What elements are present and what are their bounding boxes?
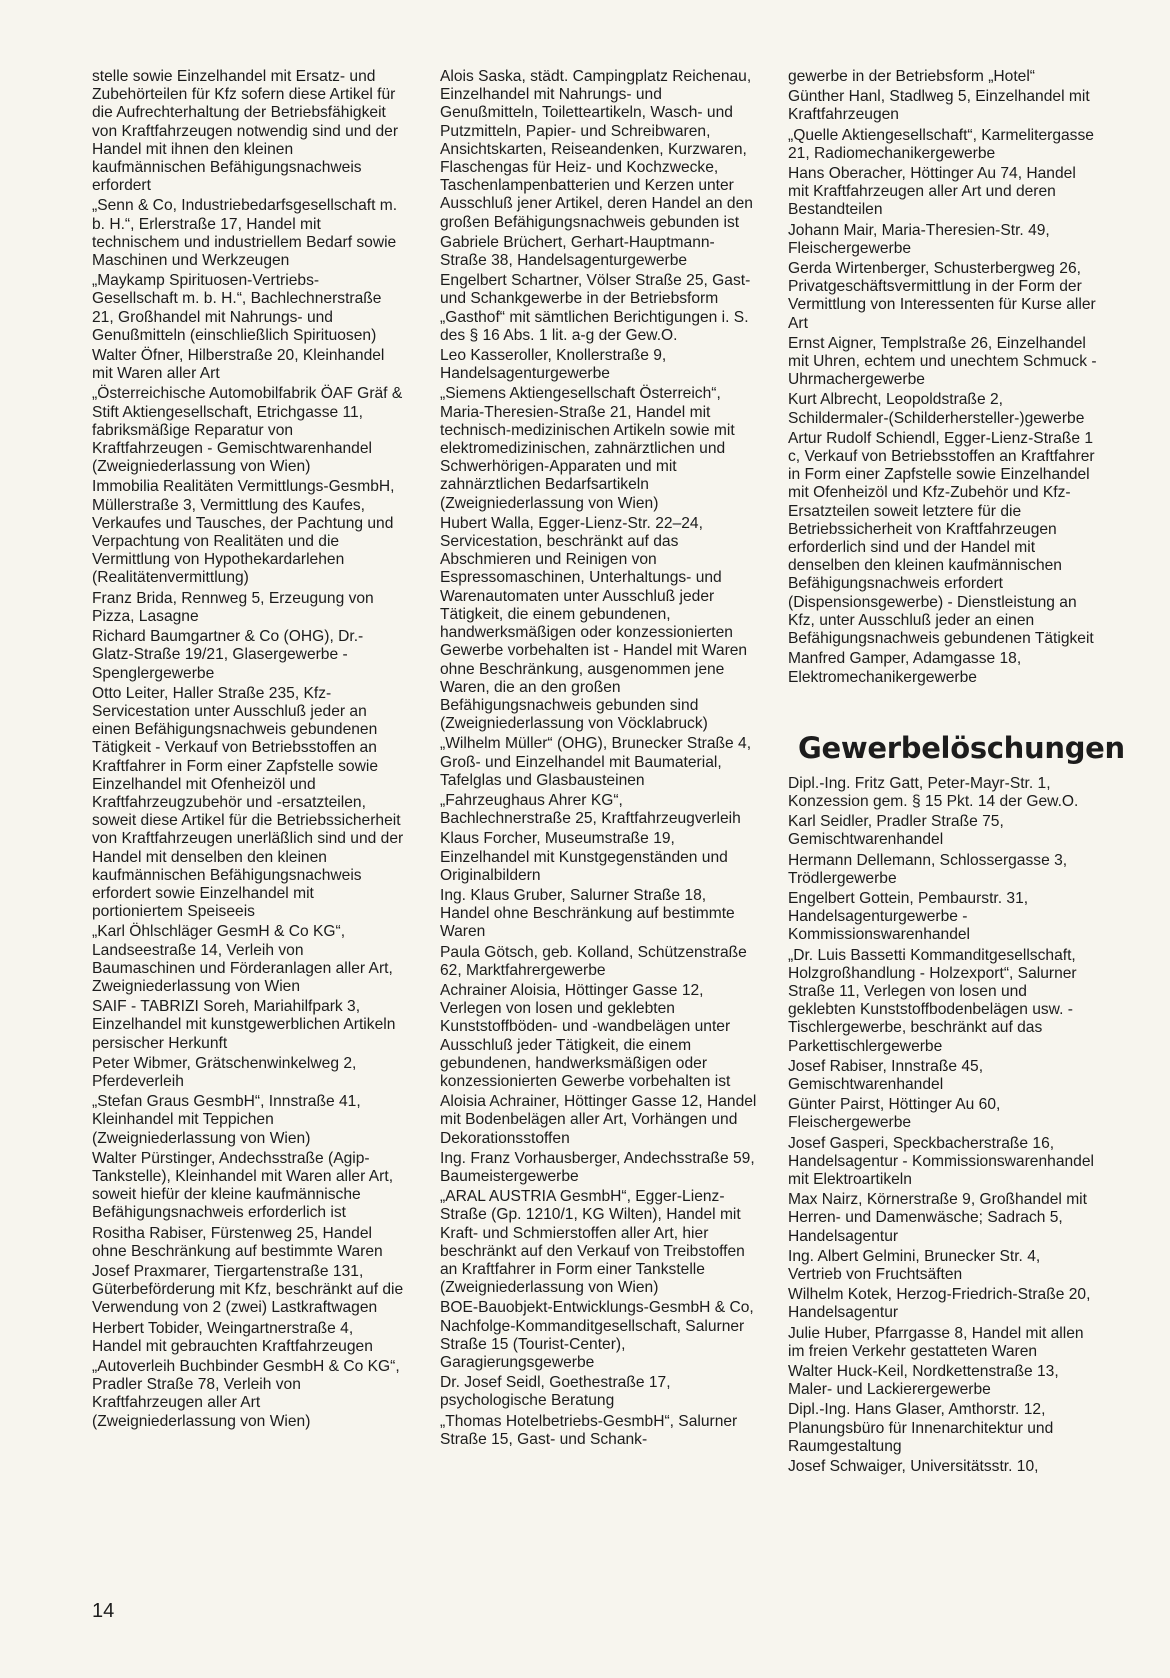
- register-entry: Julie Huber, Pfarrgasse 8, Handel mit allen im freien Verkehr gestatteten Waren: [788, 1324, 1084, 1360]
- register-entry: „Quelle Aktiengesellschaft“, Karmelitergasse 21, Radiomechanikergewerbe: [788, 126, 1094, 162]
- register-entry: Ernst Aigner, Templstraße 26, Einzelhandel mit Uhren, echtem und unechtem Schmuck - Uhrmachergewerbe: [788, 334, 1097, 389]
- register-entry: Gabriele Brüchert, Gerhart-Hauptmann-Straße 38, Handelsagenturgewerbe: [440, 233, 715, 270]
- register-entry: Dipl.-Ing. Hans Glaser, Amthorstr. 12, Planungsbüro für Innenarchitektur und Raumgestaltung: [788, 1401, 1054, 1455]
- column-3-top: [788, 68, 1098, 687]
- column-1: [92, 68, 404, 1433]
- register-entry: Richard Baumgartner & Co (OHG), Dr.-Glatz-Straße 19/21, Glasergewerbe - Spenglergewerbe: [92, 628, 364, 682]
- section-heading-gewerbeloeschungen: Gewerbelöschungen: [798, 730, 1125, 765]
- register-entry: BOE-Bauobjekt-Entwicklungs-GesmbH & Co, Nachfolge-Kommanditgesellschaft, Salurner Straße 15 (Tourist-Center), Garagierungsgewerbe: [440, 1299, 754, 1372]
- register-entry: „Dr. Luis Bassetti Kommanditgesellschaft, Holzgroßhandlung - Holzexport“, Salurner Straße 11, Verlegen von losen und geklebten Kunststoffbodenbelägen usw. - Tischlergewerbe, beschränkt auf das Parkettischlergewerbe: [788, 946, 1077, 1055]
- register-entry: Ing. Albert Gelmini, Brunecker Str. 4, Vertrieb von Fruchtsäften: [788, 1247, 1041, 1283]
- register-entry: Walter Huck-Keil, Nordkettenstraße 13, Maler- und Lackierergewerbe: [788, 1363, 1059, 1399]
- register-entry: Herbert Tobider, Weingartnerstraße 4, Handel mit gebrauchten Kraftfahrzeugen: [92, 1319, 373, 1355]
- register-entry: Walter Öfner, Hilberstraße 20, Kleinhandel mit Waren aller Art: [92, 347, 385, 383]
- register-entry: Aloisia Achrainer, Höttinger Gasse 12, Handel mit Bodenbelägen aller Art, Vorhängen und Dekorationsstoffen: [440, 1093, 757, 1147]
- register-entry: „Siemens Aktiengesellschaft Österreich“, Maria-Theresien-Straße 21, Handel mit technisch-medizinischen Artikeln sowie mit elektromedizinischen, zahnärztlichen und Schwerhörigen-Apparaten und mit zahnärztlichen Bedarfsartikeln (Zweigniederlassung von Wien): [440, 385, 735, 512]
- register-entry: gewerbe in der Betriebsform „Hotel“: [788, 68, 1036, 85]
- register-entry: Artur Rudolf Schiendl, Egger-Lienz-Straße 1 c, Verkauf von Betriebsstoffen an Kraftfahrer in Form einer Zapfstelle sowie Einzelhandel mit Ofenheizöl und Kfz-Zubehör und Kfz-Ersatzteilen soweit letztere für die Betriebssicherheit von Kraftfahrzeugen erforderlich sind und der Handel mit denselben den kleinen kaufmännischen Befähigungsnachweis erfordert (Dispensionsgewerbe) - Dienstleistung an Kfz, unter Ausschluß jeder an einen Befähigungsnachweis gebundenen Tätigkeit: [788, 429, 1095, 648]
- register-entry: „Stefan Graus GesmbH“, Innstraße 41, Kleinhandel mit Teppichen (Zweigniederlassung von Wien): [92, 1093, 361, 1147]
- register-entry: Hermann Dellemann, Schlossergasse 3, Trödlergewerbe: [788, 851, 1068, 887]
- register-entry: Max Nairz, Körnerstraße 9, Großhandel mit Herren- und Damenwäsche; Sadrach 5, Handelsagentur: [788, 1191, 1087, 1245]
- register-entry: „ARAL AUSTRIA GesmbH“, Egger-Lienz-Straße (Gp. 1210/1, KG Wilten), Handel mit Kraft- und Schmierstoffen aller Art, hier beschränkt auf den Verkauf von Treibstoffen an Kraftfahrer in Form einer Tankstelle (Zweigniederlassung von Wien): [440, 1188, 745, 1297]
- register-entry: Josef Praxmarer, Tiergartenstraße 131, Güterbeförderung mit Kfz, beschränkt auf die Verwendung von 2 (zwei) Lastkraftwagen: [92, 1263, 404, 1317]
- register-entry: „Maykamp Spirituosen-Vertriebs-Gesellschaft m. b. H.“, Bachlechnerstraße 21, Großhandel mit Nahrungs- und Genußmitteln (einschließlich Spirituosen): [92, 272, 382, 344]
- register-entry: Walter Pürstinger, Andechsstraße (Agip-Tankstelle), Kleinhandel mit Waren aller Art, soweit hiefür der kleine kaufmännische Befähigungsnachweis erforderlich ist: [92, 1149, 394, 1222]
- register-entry: Alois Saska, städt. Campingplatz Reichenau, Einzelhandel mit Nahrungs- und Genußmitteln, Toiletteartikeln, Wasch- und Putzmitteln, Papier- und Schreibwaren, Ansichtskarten, Reiseandenken, Kurzwaren, Flaschengas für Heiz- und Kochzwecke, Taschenlampenbatterien und Kerzen unter Ausschluß jener Artikel, deren Handel an den großen Befähigungsnachweis gebunden ist: [440, 68, 753, 231]
- register-entry: Paula Götsch, geb. Kolland, Schützenstraße 62, Marktfahrergewerbe: [440, 943, 747, 979]
- register-entry: Wilhelm Kotek, Herzog-Friedrich-Straße 20, Handelsagentur: [788, 1286, 1091, 1322]
- register-entry: Kurt Albrecht, Leopoldstraße 2, Schildermaler-(Schilderhersteller-)gewerbe: [788, 391, 1085, 427]
- register-entry: Franz Brida, Rennweg 5, Erzeugung von Pizza, Lasagne: [92, 589, 374, 625]
- register-entry: „Autoverleih Buchbinder GesmbH & Co KG“, Pradler Straße 78, Verleih von Kraftfahrzeugen aller Art (Zweigniederlassung von Wien): [92, 1358, 400, 1430]
- register-entry: Engelbert Schartner, Völser Straße 25, Gast- und Schankgewerbe in der Betriebsform „Gasthof“ mit sämtlichen Berichtigungen i. S. des § 16 Abs. 1 lit. a-g der Gew.O.: [440, 272, 751, 344]
- column-3: [788, 68, 1125, 1478]
- register-entry: Otto Leiter, Haller Straße 235, Kfz-Servicestation unter Ausschluß jeder an einen Befähigungsnachweis gebundenen Tätigkeit - Verkauf von Betriebsstoffen an Kraftfahrer in Form einer Zapfstelle sowie Einzelhandel mit Ofenheizöl und Kraftfahrzeugzubehör und -ersatzteilen, soweit diese Artikel für die Betriebssicherheit von Kraftfahrzeugen unerläßlich sind und der Handel mit denselben den kleinen kaufmännischen Befähigungsnachweis erfordert sowie Einzelhandel mit portioniertem Speiseeis: [92, 684, 404, 921]
- register-entry: Karl Seidler, Pradler Straße 75, Gemischtwarenhandel: [788, 813, 1004, 849]
- register-entry: Dr. Josef Seidl, Goethestraße 17, psychologische Beratung: [440, 1374, 671, 1410]
- register-entry: Achrainer Aloisia, Höttinger Gasse 12, Verlegen von losen und geklebten Kunststoffböden- und -wandbelägen unter Ausschluß jeder Tätigkeit, die einem gebundenen, handwerksmäßigen oder konzessionierten Gewerbe vorbehalten ist: [440, 981, 731, 1090]
- register-entry: Manfred Gamper, Adamgasse 18, Elektromechanikergewerbe: [788, 650, 1022, 686]
- page-number: 14: [92, 1600, 115, 1622]
- register-entry: „Wilhelm Müller“ (OHG), Brunecker Straße 4, Groß- und Einzelhandel mit Baumaterial, Tafelglas und Glasbausteinen: [440, 735, 752, 789]
- register-entry: Engelbert Gottein, Pembaurstr. 31, Handelsagenturgewerbe - Kommissionswarenhandel: [788, 889, 1029, 944]
- register-entry: Josef Rabiser, Innstraße 45, Gemischtwarenhandel: [788, 1057, 984, 1093]
- register-entry: Leo Kasseroller, Knollerstraße 9, Handelsagenturgewerbe: [440, 347, 667, 383]
- register-entry: „Senn & Co, Industriebedarfsgesellschaft m. b. H.“, Erlerstraße 17, Handel mit technischem und industriellem Bedarf sowie Maschinen und Werkzeugen: [92, 197, 398, 270]
- register-entry: Josef Schwaiger, Universitätsstr. 10,: [788, 1458, 1039, 1476]
- column-3-bottom: [788, 775, 1098, 1477]
- register-entry: Gerda Wirtenberger, Schusterbergweg 26, Privatgeschäftsvermittlung in der Form der Vermittlung von Interessenten für Kurse aller Art: [788, 260, 1096, 332]
- column-2: [440, 68, 758, 1451]
- register-entry: Ing. Klaus Gruber, Salurner Straße 18, Handel ohne Beschränkung auf bestimmte Waren: [440, 886, 735, 941]
- register-entry: Günter Pairst, Höttinger Au 60, Fleischergewerbe: [788, 1096, 1001, 1132]
- register-entry: Johann Mair, Maria-Theresien-Str. 49, Fleischergewerbe: [788, 221, 1050, 257]
- register-entry: „Karl Öhlschläger GesmH & Co KG“, Landseestraße 14, Verleih von Baumaschinen und Förderanlagen aller Art, Zweigniederlassung von Wien: [92, 923, 393, 995]
- register-entry: Peter Wibmer, Grätschenwinkelweg 2, Pferdeverleih: [92, 1054, 357, 1090]
- register-entry: Immobilia Realitäten Vermittlungs-GesmbH, Müllerstraße 3, Vermittlung des Kaufes, Verkaufes und Tausches, der Pachtung und Verpachtung von Realitäten und die Vermittlung von Hypothekardarlehen (Realitätenvermittlung): [92, 478, 395, 587]
- register-entry: Klaus Forcher, Museumstraße 19, Einzelhandel mit Kunstgegenständen und Originalbildern: [440, 830, 728, 884]
- register-entry: Rositha Rabiser, Fürstenweg 25, Handel ohne Beschränkung auf bestimmte Waren: [92, 1224, 383, 1260]
- register-entry: Hans Oberacher, Höttinger Au 74, Handel mit Kraftfahrzeugen aller Art und deren Bestandteilen: [788, 165, 1076, 219]
- register-entry: Josef Gasperi, Speckbacherstraße 16, Handelsagentur - Kommissionswarenhandel mit Elektroartikeln: [788, 1134, 1094, 1188]
- register-entry: SAIF - TABRIZI Soreh, Mariahilfpark 3, Einzelhandel mit kunstgewerblichen Artikeln persischer Herkunft: [92, 998, 396, 1052]
- register-entry: „Fahrzeughaus Ahrer KG“, Bachlechnerstraße 25, Kraftfahrzeugverleih: [440, 791, 741, 828]
- register-entry: Hubert Walla, Egger-Lienz-Str. 22–24, Servicestation, beschränkt auf das Abschmieren und Reinigen von Espressomaschinen, Unterhaltungs- und Warenautomaten unter Ausschluß jeder Tätigkeit, die einem gebundenen, handwerksmäßigen oder konzessionierten Gewerbe vorbehalten ist - Handel mit Waren ohne Beschränkung, ausgenommen jene Waren, die an den großen Befähigungsnachweis gebunden sind (Zweigniederlassung von Vöcklabruck): [440, 514, 748, 733]
- register-entry: „Österreichische Automobilfabrik ÖAF Gräf & Stift Aktiengesellschaft, Etrichgasse 11, fabriksmäßige Reparatur von Kraftfahrzeugen - Gemischtwarenhandel (Zweigniederlassung von Wien): [92, 385, 403, 476]
- register-entry: stelle sowie Einzelhandel mit Ersatz- und Zubehörteilen für Kfz sofern diese Artikel für die Aufrechterhaltung der Betriebsfähigkeit von Kraftfahrzeugen notwendig sind und der Handel mit ihnen den kleinen kaufmännischen Befähigungsnachweis erfordert: [92, 68, 399, 195]
- register-entry: Günther Hanl, Stadlweg 5, Einzelhandel mit Kraftfahrzeugen: [788, 88, 1090, 124]
- register-entry: Ing. Franz Vorhausberger, Andechsstraße 59, Baumeistergewerbe: [440, 1149, 755, 1185]
- register-entry: Dipl.-Ing. Fritz Gatt, Peter-Mayr-Str. 1, Konzession gem. § 15 Pkt. 14 der Gew.O.: [788, 774, 1079, 810]
- register-entry: „Thomas Hotelbetriebs-GesmbH“, Salurner Straße 15, Gast- und Schank-: [440, 1412, 738, 1448]
